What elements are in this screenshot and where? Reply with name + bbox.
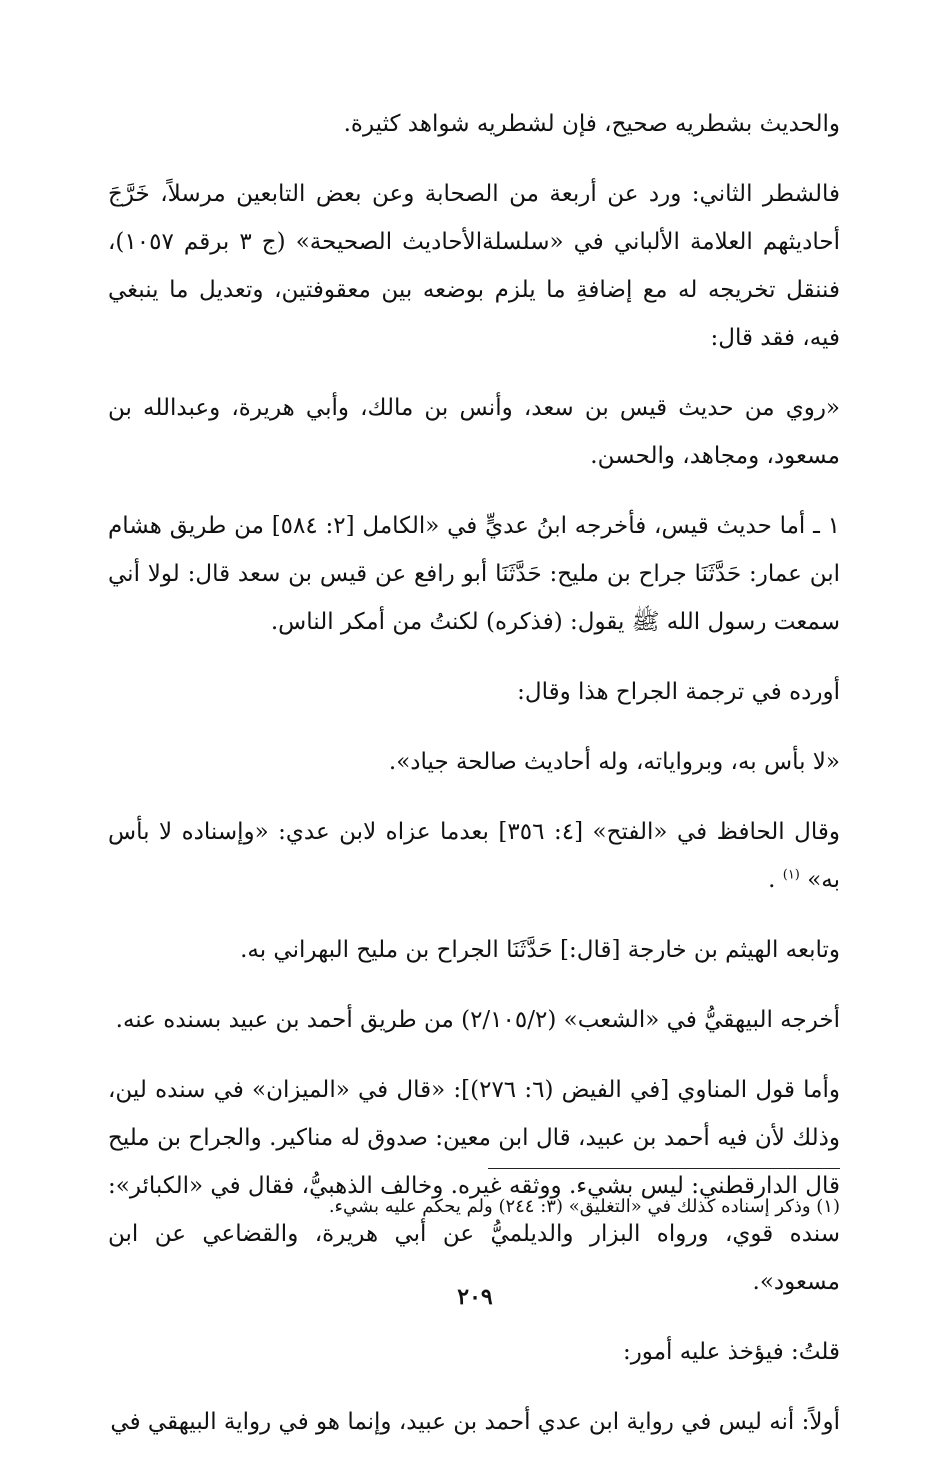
paragraph-4: ١ ـ أما حديث قيس، فأخرجه ابنُ عديٍّ في «الكامل [٢: ٥٨٤] من طريق هشام ابن عمار: حَدَّثَنَا جراح بن مليح: حَدَّثَنَا أبو رافع عن قيس بن سعد قال: لولا أني سمعت رسول الله ﷺ يقول: (فذكره) لكنتُ من أمكر الناس. — [108, 513, 840, 635]
paragraph-7-trail: . — [768, 867, 776, 893]
paragraph-11: قلتُ: فيؤخذ عليه أمور: — [622, 1339, 840, 1365]
paragraph-7-text: وقال الحافظ في «الفتح» [٤: ٣٥٦] بعدما عزاه لابن عدي: «وإسناده لا بأس به» — [108, 819, 841, 893]
footnote-divider — [488, 1168, 840, 1169]
paragraph-1: والحديث بشطريه صحيح، فإن لشطريه شواهد كثيرة. — [343, 111, 840, 137]
page-number: ٢٠٩ — [457, 1284, 493, 1310]
paragraph-6: «لا بأس به، وبرواياته، وله أحاديث صالحة جياد». — [388, 749, 840, 775]
paragraph-10: وأما قول المناوي [في الفيض (٦: ٢٧٦)]: «قال في «الميزان» في سنده لين، وذلك لأن فيه أحمد بن عبيد، قال ابن معين: صدوق له مناكير. والجراح بن مليح قال الدارقطني: ليس بشيء. ووثقه غيره. وخالف الذهبيُّ، فقال في «الكبائر»: سنده قوي، ورواه البزار والديلميُّ عن أبي هريرة، والقضاعي عن ابن مسعود». — [108, 1077, 840, 1295]
paragraph-5: أورده في ترجمة الجراح هذا وقال: — [517, 679, 840, 705]
paragraph-7 — [108, 808, 840, 904]
paragraph-2: فالشطر الثاني: ورد عن أربعة من الصحابة وعن بعض التابعين مرسلاً، خَرَّجَ أحاديثهم العلامة الألباني في «سلسلةالأحاديث الصحيحة» (ج ٣ برقم ١٠٥٧)، فننقل تخريجه له مع إضافةِ ما يلزم بوضعه بين معقوفتين، وتعديل ما ينبغي فيه، فقد قال: — [108, 181, 841, 351]
footnote-text: (١) وذكر إسناده كذلك في «التغليق» (٣: ٢٤٤) ولم يحكم عليه بشيء. — [328, 1196, 840, 1217]
paragraph-12: أولاً: أنه ليس في رواية ابن عدي أحمد بن عبيد، وإنما هو في رواية البيهقي في — [110, 1409, 840, 1435]
footnote-reference[interactable]: (١) — [782, 867, 800, 883]
paragraph-8: وتابعه الهيثم بن خارجة [قال:] حَدَّثَنَا الجراح بن مليح البهراني به. — [240, 937, 840, 963]
paragraph-3: «روي من حديث قيس بن سعد، وأنس بن مالك، وأبي هريرة، وعبدالله بن مسعود، ومجاهد، والحسن. — [108, 395, 840, 469]
paragraph-9: أخرجه البيهقيُّ في «الشعب» (٢/١٠٥/٢) من طريق أحمد بن عبيد بسنده عنه. — [115, 1007, 840, 1033]
main-text — [108, 100, 840, 1468]
